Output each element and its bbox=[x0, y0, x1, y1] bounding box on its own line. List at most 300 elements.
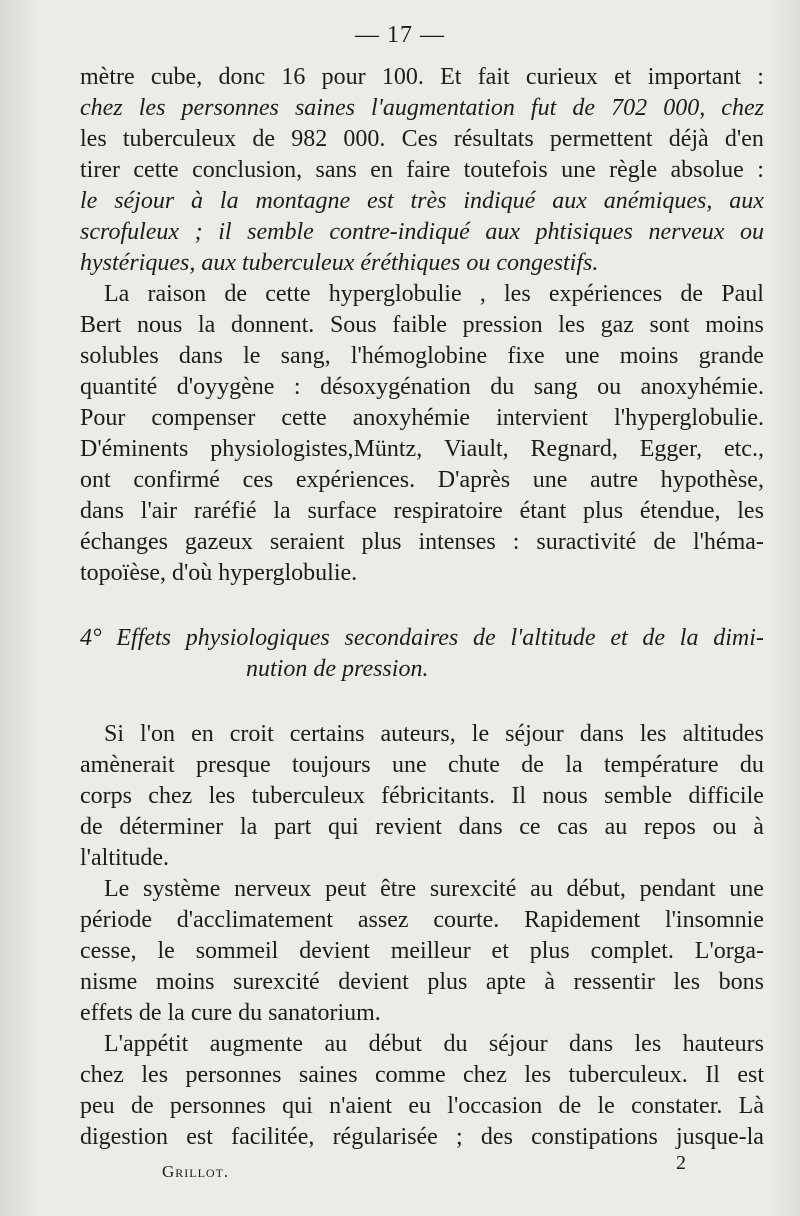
word: le bbox=[243, 343, 261, 369]
text-line: nution de pression. bbox=[246, 656, 429, 682]
text-line bbox=[80, 623, 764, 654]
word: des bbox=[480, 1124, 513, 1150]
text-line bbox=[80, 279, 764, 310]
word: les bbox=[737, 498, 764, 524]
word: qui bbox=[327, 814, 359, 840]
word: 000, bbox=[663, 95, 706, 121]
word: personnes bbox=[181, 95, 279, 121]
word: séjour bbox=[488, 1031, 548, 1057]
word: tuberculeux. bbox=[568, 1062, 688, 1088]
text-line bbox=[80, 434, 764, 465]
word: est bbox=[737, 1062, 764, 1088]
text-line bbox=[80, 496, 764, 527]
word: dans bbox=[458, 814, 503, 840]
word: augmente bbox=[209, 1031, 304, 1057]
word: plus bbox=[529, 938, 570, 964]
word: la bbox=[679, 625, 699, 651]
text-line bbox=[80, 341, 764, 372]
word: Et bbox=[440, 64, 462, 90]
word: au bbox=[604, 814, 628, 840]
word: au bbox=[324, 1031, 348, 1057]
text-line bbox=[80, 874, 764, 905]
word: quantité bbox=[80, 374, 158, 400]
word: cube, bbox=[150, 64, 203, 90]
word: fut bbox=[530, 95, 557, 121]
word: digestion bbox=[80, 1124, 168, 1150]
word: nous bbox=[542, 783, 588, 809]
word: régularisée bbox=[332, 1124, 438, 1150]
text-line bbox=[80, 62, 764, 93]
word: moins bbox=[705, 312, 764, 338]
word: Bert bbox=[80, 312, 122, 338]
word: surexcité bbox=[233, 969, 320, 995]
word: les bbox=[639, 721, 667, 747]
word: les bbox=[504, 281, 531, 307]
text-line bbox=[80, 186, 764, 217]
text-line bbox=[80, 1122, 764, 1153]
word: surexcité bbox=[429, 876, 517, 902]
word: fébricitants. bbox=[381, 783, 496, 809]
paragraph bbox=[80, 62, 764, 279]
text-line bbox=[80, 465, 764, 496]
word: ce bbox=[519, 814, 541, 840]
word: dans bbox=[579, 721, 624, 747]
word: de bbox=[572, 95, 596, 121]
word: physiologiques bbox=[185, 625, 330, 651]
word: l'insomnie bbox=[664, 907, 764, 933]
word: être bbox=[380, 876, 417, 902]
word: difficile bbox=[688, 783, 764, 809]
word: Viault, bbox=[444, 436, 509, 462]
word: nerveux bbox=[234, 876, 312, 902]
word: altitudes bbox=[682, 721, 764, 747]
word: 000. bbox=[343, 126, 386, 152]
word: Pour bbox=[80, 405, 126, 431]
word: plus bbox=[427, 969, 468, 995]
word: curieux bbox=[525, 64, 598, 90]
word: expériences. bbox=[295, 467, 416, 493]
word: début bbox=[368, 1031, 422, 1057]
word: courte. bbox=[433, 907, 500, 933]
word: D'éminents bbox=[80, 436, 189, 462]
word: seraient bbox=[269, 529, 345, 555]
word: très bbox=[410, 188, 447, 214]
word: ; bbox=[194, 219, 203, 245]
word: d'acclimatement bbox=[176, 907, 334, 933]
word: ou bbox=[712, 814, 737, 840]
word: les bbox=[524, 1062, 552, 1088]
word: physiologistes,Müntz, bbox=[210, 436, 423, 462]
word: compenser bbox=[151, 405, 256, 431]
word: fait bbox=[477, 64, 510, 90]
word: une bbox=[561, 157, 596, 183]
word: une bbox=[532, 467, 568, 493]
text-line bbox=[80, 1060, 764, 1091]
word: le bbox=[80, 188, 98, 214]
word: Le bbox=[104, 876, 130, 902]
word: Effets bbox=[116, 625, 172, 651]
text-line bbox=[80, 781, 764, 812]
word: les bbox=[208, 783, 236, 809]
word: dimi- bbox=[713, 625, 764, 651]
word: anémiques, bbox=[603, 188, 713, 214]
word: constipations bbox=[531, 1124, 658, 1150]
word: : bbox=[757, 157, 764, 183]
paragraph bbox=[80, 279, 764, 589]
word: aux bbox=[729, 188, 764, 214]
word: intervient bbox=[496, 405, 589, 431]
spacer bbox=[80, 589, 764, 623]
text-line bbox=[80, 403, 764, 434]
spacer bbox=[80, 685, 764, 719]
text-line bbox=[80, 905, 764, 936]
word: est bbox=[366, 188, 394, 214]
word: donc bbox=[218, 64, 266, 90]
word: une bbox=[729, 876, 764, 902]
word: de bbox=[558, 1093, 582, 1119]
word: début, bbox=[566, 876, 626, 902]
word: déjà bbox=[668, 126, 709, 152]
word: Il bbox=[511, 783, 527, 809]
word: chez bbox=[463, 1062, 507, 1088]
word: l'héma- bbox=[692, 529, 764, 555]
word: une bbox=[564, 343, 600, 369]
word: confirmé bbox=[133, 467, 220, 493]
word: à bbox=[544, 969, 556, 995]
word: suractivité bbox=[536, 529, 637, 555]
word: en bbox=[191, 721, 214, 747]
word: nerveux bbox=[648, 219, 725, 245]
word: devient bbox=[299, 938, 370, 964]
word: peut bbox=[325, 876, 367, 902]
word: désoxygénation bbox=[320, 374, 471, 400]
word: phtisiques bbox=[535, 219, 633, 245]
word: La bbox=[104, 281, 130, 307]
word: hauteurs bbox=[682, 1031, 764, 1057]
word: dans bbox=[178, 343, 223, 369]
word: de bbox=[473, 625, 496, 651]
text-line bbox=[80, 719, 764, 750]
word: corps bbox=[80, 783, 132, 809]
word: moins bbox=[619, 343, 679, 369]
word: anoxyhémie. bbox=[640, 374, 764, 400]
word: système bbox=[143, 876, 221, 902]
word: la bbox=[219, 188, 239, 214]
word: déterminer bbox=[119, 814, 224, 840]
text-line: topoïèse, d'où hyperglobulie. bbox=[80, 560, 358, 586]
word: sont bbox=[649, 312, 690, 338]
word: hypothèse, bbox=[660, 467, 764, 493]
word: la bbox=[239, 814, 258, 840]
word: pour bbox=[321, 64, 366, 90]
word: qui bbox=[282, 1093, 313, 1119]
word: ; bbox=[456, 1124, 463, 1150]
word: surface bbox=[307, 498, 377, 524]
text-line bbox=[80, 967, 764, 998]
word: de bbox=[224, 281, 248, 307]
word: secondaires bbox=[344, 625, 459, 651]
word: meilleur bbox=[390, 938, 471, 964]
word: D'après bbox=[437, 467, 511, 493]
word: moins bbox=[155, 969, 215, 995]
word: n'aient bbox=[329, 1093, 393, 1119]
word: constater. bbox=[631, 1093, 723, 1119]
word: chez bbox=[148, 783, 193, 809]
word: dans bbox=[569, 1031, 614, 1057]
word: ou bbox=[597, 374, 622, 400]
word: anoxyhémie bbox=[352, 405, 471, 431]
word: facilitée, bbox=[231, 1124, 315, 1150]
word: de bbox=[130, 1093, 154, 1119]
word: séjour bbox=[114, 188, 175, 214]
page-footer bbox=[0, 1152, 800, 1192]
word: saines bbox=[294, 95, 355, 121]
word: part bbox=[273, 814, 312, 840]
word: les bbox=[634, 1031, 662, 1057]
word: température bbox=[603, 752, 719, 778]
word: semble bbox=[604, 783, 673, 809]
word: peu bbox=[80, 1093, 115, 1119]
word: intenses bbox=[418, 529, 496, 555]
word: Ces bbox=[401, 126, 438, 152]
word: étendue, bbox=[639, 498, 721, 524]
word: bons bbox=[718, 969, 764, 995]
word: saines bbox=[298, 1062, 358, 1088]
word: personnes bbox=[169, 1093, 266, 1119]
word: les bbox=[673, 969, 701, 995]
word: autre bbox=[590, 467, 638, 493]
word: ont bbox=[80, 467, 111, 493]
word: Là bbox=[738, 1093, 764, 1119]
word: la bbox=[273, 498, 291, 524]
word: période bbox=[80, 907, 152, 933]
word: tirer bbox=[80, 157, 120, 183]
word: cette bbox=[281, 405, 327, 431]
word: le bbox=[471, 721, 490, 747]
word: L'appétit bbox=[104, 1031, 189, 1057]
word: eu bbox=[408, 1093, 431, 1119]
word: au bbox=[530, 876, 553, 902]
word: conclusion, bbox=[192, 157, 303, 183]
word: d'oyygène bbox=[176, 374, 275, 400]
section-heading bbox=[80, 623, 764, 685]
word: de bbox=[80, 814, 103, 840]
word: du bbox=[739, 752, 764, 778]
word: absolue bbox=[670, 157, 744, 183]
word: du bbox=[490, 374, 515, 400]
word: faible bbox=[392, 312, 447, 338]
word: chez bbox=[80, 1062, 124, 1088]
word: et bbox=[610, 625, 628, 651]
word: semble bbox=[247, 219, 314, 245]
word: grande bbox=[698, 343, 764, 369]
word: tuberculeux bbox=[122, 126, 237, 152]
text-line bbox=[80, 155, 764, 186]
word: aux bbox=[485, 219, 520, 245]
word: la bbox=[197, 312, 216, 338]
text-line: hystériques, aux tuberculeux éréthiques ou congestifs. bbox=[80, 250, 599, 276]
word: chute bbox=[447, 752, 500, 778]
word: séjour bbox=[505, 721, 564, 747]
word: cesse, bbox=[80, 938, 137, 964]
word: règle bbox=[609, 157, 658, 183]
word: échanges bbox=[80, 529, 168, 555]
word: l'augmentation bbox=[371, 95, 515, 121]
word: de bbox=[521, 752, 544, 778]
word: revient bbox=[375, 814, 442, 840]
text-line bbox=[80, 750, 764, 781]
word: comme bbox=[374, 1062, 446, 1088]
paragraph bbox=[80, 719, 764, 874]
word: l'altitude bbox=[510, 625, 596, 651]
word: étant bbox=[519, 498, 567, 524]
word: à bbox=[753, 814, 764, 840]
word: L'orga- bbox=[694, 938, 764, 964]
word: de bbox=[653, 529, 676, 555]
word: scrofuleux bbox=[80, 219, 180, 245]
word: les bbox=[141, 1062, 169, 1088]
text-line bbox=[80, 527, 764, 558]
word: amènerait bbox=[80, 752, 175, 778]
word: montagne bbox=[255, 188, 351, 214]
word: cas bbox=[557, 814, 588, 840]
word: apte bbox=[485, 969, 526, 995]
word: indiqué bbox=[463, 188, 536, 214]
word: respiratoire bbox=[393, 498, 503, 524]
word: pression bbox=[462, 312, 543, 338]
word: 16 bbox=[281, 64, 306, 90]
word: il bbox=[218, 219, 232, 245]
text-line bbox=[80, 936, 764, 967]
word: l'hémoglobine bbox=[350, 343, 488, 369]
word: solubles bbox=[80, 343, 159, 369]
word: jusque-la bbox=[675, 1124, 764, 1150]
footer-author: Grillot. bbox=[162, 1162, 230, 1181]
word: à bbox=[191, 188, 204, 214]
word: de bbox=[680, 281, 704, 307]
word: l'on bbox=[140, 721, 176, 747]
word: raison bbox=[147, 281, 207, 307]
word: Sous bbox=[329, 312, 377, 338]
word: plus bbox=[583, 498, 624, 524]
word: croit bbox=[229, 721, 274, 747]
word: mètre bbox=[80, 64, 135, 90]
text-line bbox=[80, 1091, 764, 1122]
signature-mark: 2 bbox=[676, 1152, 686, 1174]
word: d'en bbox=[724, 126, 764, 152]
word: Si bbox=[104, 721, 125, 747]
word: cette bbox=[265, 281, 311, 307]
word: auteurs, bbox=[380, 721, 456, 747]
word: fixe bbox=[507, 343, 545, 369]
word: les bbox=[138, 95, 166, 121]
text-line: effets de la cure du sanatorium. bbox=[80, 1000, 381, 1026]
word: personnes bbox=[185, 1062, 282, 1088]
word: hyperglobulie bbox=[328, 281, 462, 307]
word: sans bbox=[315, 157, 357, 183]
word: et bbox=[614, 64, 632, 90]
word: presque bbox=[195, 752, 271, 778]
word: important bbox=[647, 64, 742, 90]
word: l'air bbox=[140, 498, 178, 524]
word: 100. bbox=[381, 64, 424, 90]
word: dans bbox=[80, 498, 124, 524]
text-line bbox=[80, 217, 764, 248]
word: pendant bbox=[639, 876, 716, 902]
word: ou bbox=[739, 219, 764, 245]
word: et bbox=[491, 938, 509, 964]
word: sang, bbox=[280, 343, 331, 369]
word: sang bbox=[533, 374, 578, 400]
word: les bbox=[80, 126, 107, 152]
word: Paul bbox=[721, 281, 764, 307]
word: de bbox=[252, 126, 275, 152]
word: complet. bbox=[590, 938, 674, 964]
word: repos bbox=[643, 814, 696, 840]
word: de bbox=[642, 625, 666, 651]
word: une bbox=[391, 752, 427, 778]
word: 982 bbox=[291, 126, 328, 152]
word: Regnard, bbox=[530, 436, 618, 462]
word: expériences bbox=[548, 281, 663, 307]
word: faire bbox=[406, 157, 451, 183]
word: contre-indiqué bbox=[329, 219, 470, 245]
word: est bbox=[186, 1124, 213, 1150]
word: plus bbox=[361, 529, 402, 555]
word: chez bbox=[721, 95, 764, 121]
word: l'occasion bbox=[447, 1093, 543, 1119]
body-text bbox=[80, 62, 764, 1153]
word: gaz bbox=[600, 312, 634, 338]
word: : bbox=[293, 374, 301, 400]
word: Il bbox=[705, 1062, 720, 1088]
word: 702 bbox=[611, 95, 648, 121]
word: ressentir bbox=[573, 969, 655, 995]
word: le bbox=[597, 1093, 615, 1119]
text-line bbox=[80, 812, 764, 843]
word: toutefois bbox=[463, 157, 548, 183]
word: gazeux bbox=[184, 529, 253, 555]
word: résultats bbox=[453, 126, 534, 152]
word: ces bbox=[242, 467, 274, 493]
page-number: — 17 — bbox=[355, 22, 445, 48]
word: la bbox=[565, 752, 583, 778]
text-line bbox=[80, 310, 764, 341]
word: assez bbox=[357, 907, 409, 933]
word: cette bbox=[133, 157, 179, 183]
word: donnent. bbox=[230, 312, 315, 338]
word: du bbox=[443, 1031, 468, 1057]
text-line bbox=[80, 124, 764, 155]
word: Rapidement bbox=[524, 907, 641, 933]
word: : bbox=[512, 529, 520, 555]
word: l'hyperglobulie. bbox=[614, 405, 764, 431]
word: le bbox=[157, 938, 175, 964]
word: les bbox=[558, 312, 585, 338]
paragraph bbox=[80, 1029, 764, 1153]
word: toujours bbox=[291, 752, 371, 778]
word: en bbox=[370, 157, 393, 183]
word: devient bbox=[338, 969, 409, 995]
word: tuberculeux bbox=[251, 783, 365, 809]
text-line bbox=[80, 93, 764, 124]
text-line bbox=[80, 1029, 764, 1060]
word: , bbox=[479, 281, 486, 307]
word: chez bbox=[80, 95, 123, 121]
word: raréfié bbox=[193, 498, 257, 524]
word: sommeil bbox=[195, 938, 279, 964]
word: certains bbox=[289, 721, 365, 747]
